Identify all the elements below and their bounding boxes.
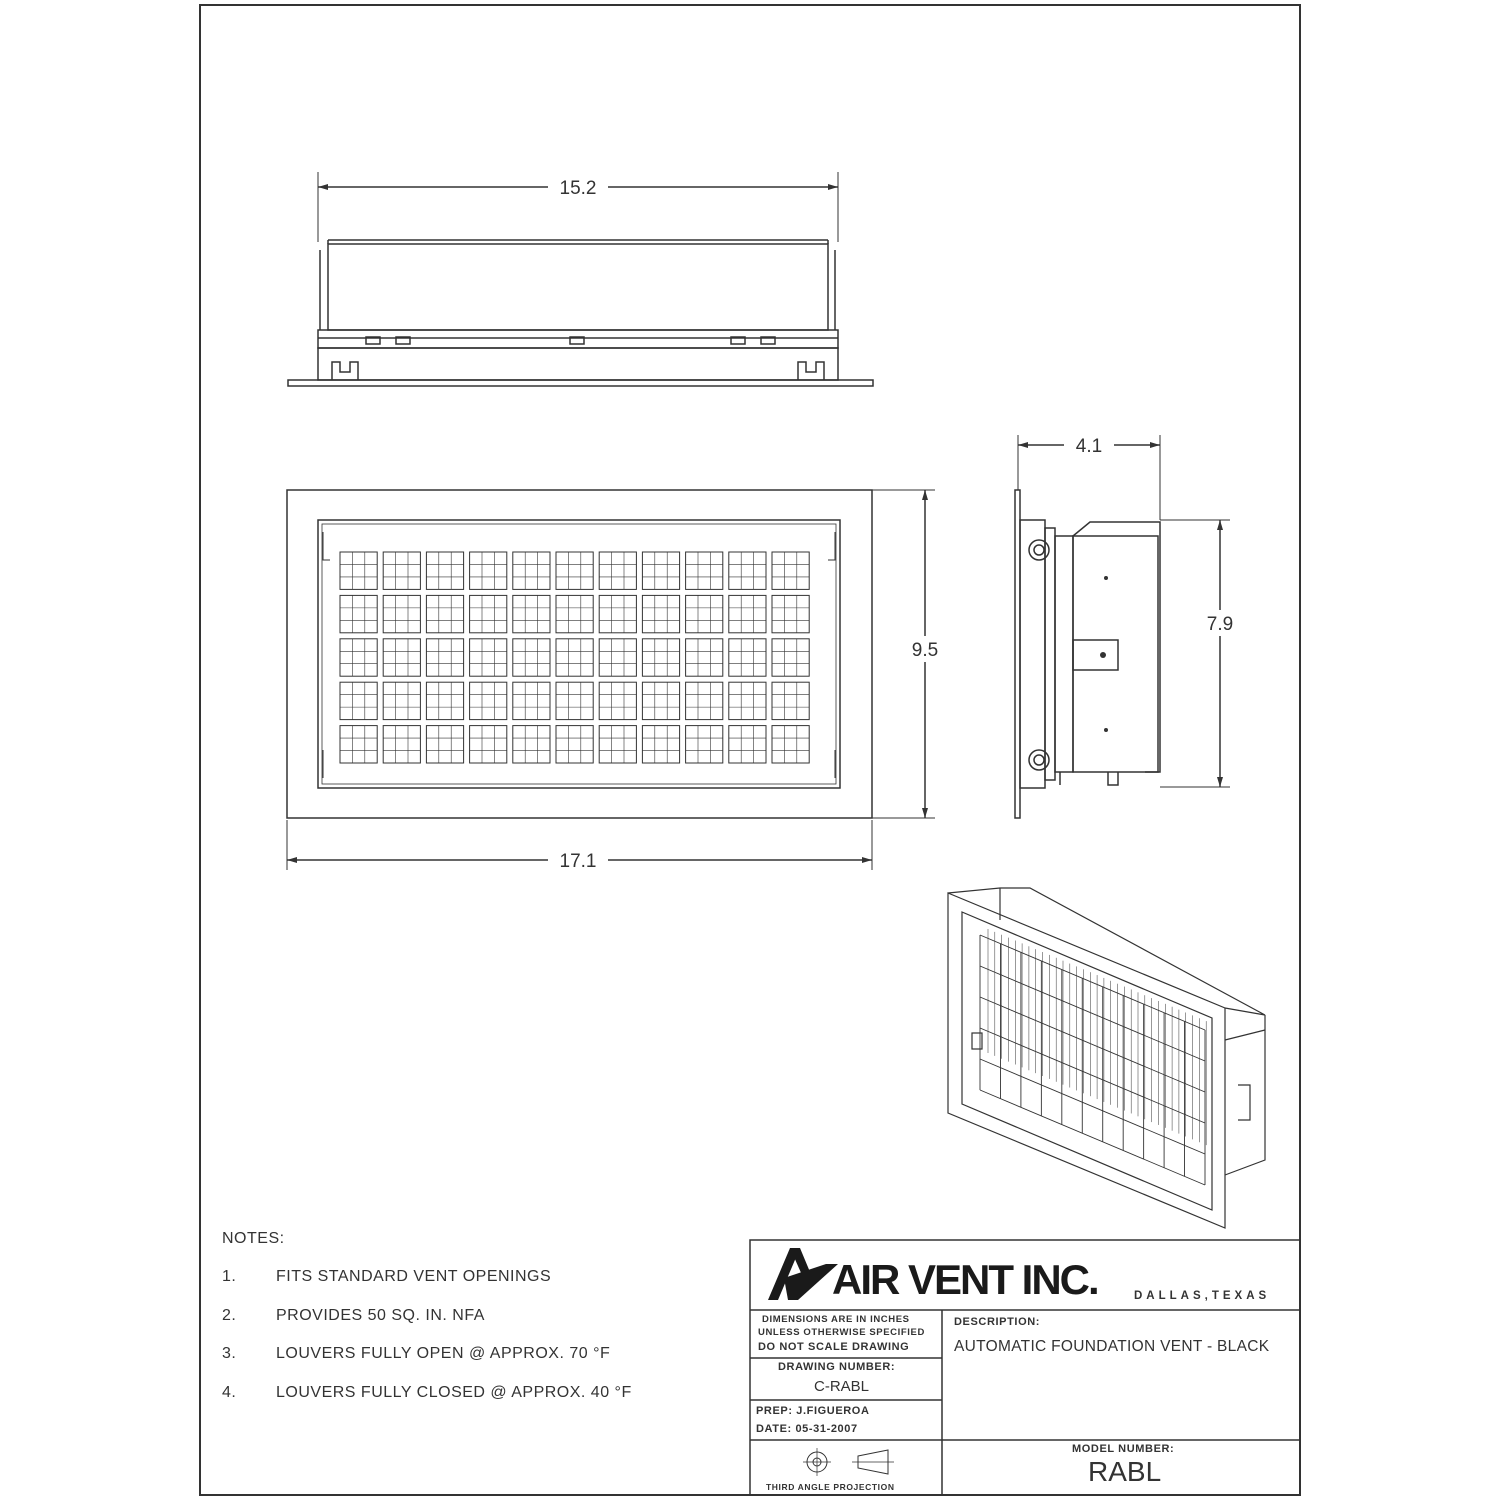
description-value: AUTOMATIC FOUNDATION VENT - BLACK: [954, 1338, 1270, 1355]
top-view: [288, 172, 873, 386]
note-text: FITS STANDARD VENT OPENINGS: [276, 1268, 552, 1285]
note-item: [222, 1268, 702, 1307]
notes-section: [222, 1230, 702, 1422]
note-number: 4.: [222, 1383, 237, 1401]
isometric-view: [948, 888, 1265, 1228]
dimension-note-3: DO NOT SCALE DRAWING: [758, 1341, 910, 1353]
dimension-note-1: DIMENSIONS ARE IN INCHES: [762, 1314, 910, 1325]
note-item: [222, 1345, 702, 1384]
dim-front-height: 9.5: [911, 640, 939, 661]
description-label: DESCRIPTION:: [954, 1316, 1041, 1328]
note-item: [222, 1307, 702, 1346]
note-text: LOUVERS FULLY OPEN @ APPROX. 70 °F: [276, 1345, 611, 1362]
model-number-value: RABL: [1088, 1456, 1162, 1487]
model-number-label: MODEL NUMBER:: [1072, 1443, 1175, 1455]
notes-heading: NOTES:: [222, 1230, 285, 1247]
front-louver-grille: [340, 552, 809, 763]
note-number: 3.: [222, 1345, 237, 1362]
dim-top-width: 15.2: [559, 178, 597, 199]
dimension-note-2: UNLESS OTHERWISE SPECIFIED: [758, 1327, 925, 1338]
note-text: PROVIDES 50 SQ. IN. NFA: [276, 1306, 485, 1324]
side-view: [1015, 433, 1242, 818]
company-name: AIR VENT INC.: [832, 1256, 1098, 1303]
air-vent-logo-icon: [768, 1248, 838, 1300]
dim-side-height: 7.9: [1206, 614, 1234, 635]
note-number: 1.: [222, 1268, 237, 1285]
dim-front-width: 17.1: [559, 851, 597, 872]
drawing-number-value: C-RABL: [814, 1378, 870, 1395]
prep-line: PREP: J.FIGUEROA: [756, 1405, 870, 1417]
front-view: [287, 490, 947, 872]
projection-label: THIRD ANGLE PROJECTION: [766, 1482, 895, 1492]
note-number: 2.: [222, 1306, 237, 1324]
dim-side-depth: 4.1: [1075, 436, 1103, 457]
date-line: DATE: 05-31-2007: [756, 1423, 858, 1435]
note-item: [222, 1384, 702, 1423]
note-text: LOUVERS FULLY CLOSED @ APPROX. 40 °F: [276, 1383, 632, 1401]
company-location: DALLAS,TEXAS: [1134, 1290, 1271, 1302]
drawing-number-label: DRAWING NUMBER:: [778, 1361, 896, 1373]
